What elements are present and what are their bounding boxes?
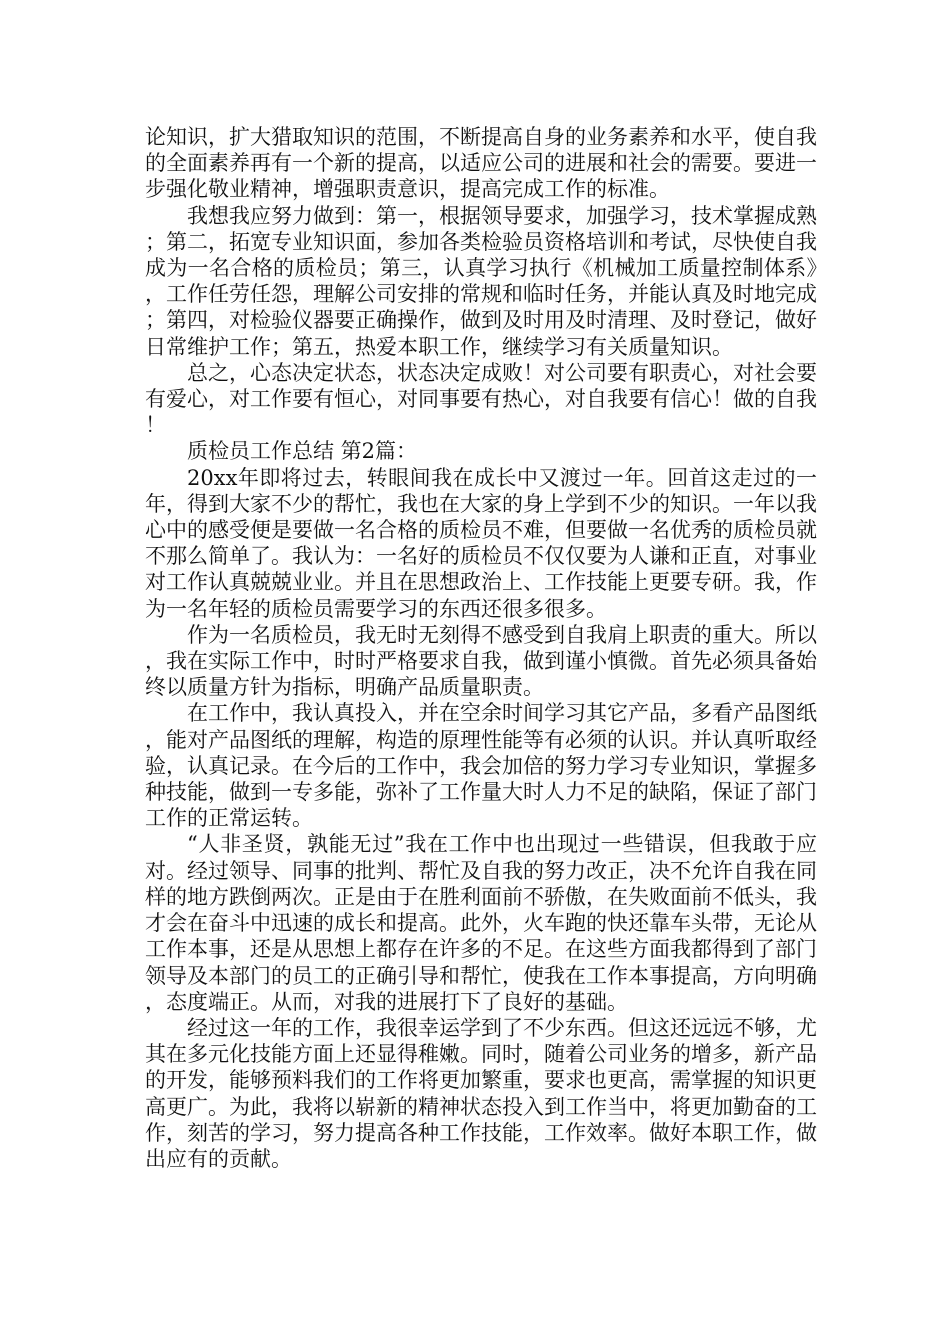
paragraph: 20xx年即将过去，转眼间我在成长中又渡过一年。回首这走过的一年，得到大家不少的帮忙，我也在大家的身上学到不少的知识。一年以我心中的感受便是要做一名合格的质检员不难，但要做一名优秀的质检员就不那么简单了。我认为：一名好的质检员不仅仅要为人谦和正直，对事业对工作认真兢兢业业。并且在思想政治上、工作技能上更要专研。我，作为一名年轻的质检员需要学习的东西还很多很多。 (145, 465, 817, 621)
section-heading: 质检员工作总结 第2篇： (187, 439, 418, 464)
paragraph: “人非圣贤，孰能无过”我在工作中也出现过一些错误，但我敢于应对。经过领导、同事的批判、帮忙及自我的努力改正，决不允许自我在同样的地方跌倒两次。正是由于在胜利面前不骄傲，在失败面前不低头，我才会在奋斗中迅速的成长和提高。此外，火车跑的快还靠车头带，无论从工作本事，还是从思想上都存在许多的不足。在这些方面我都得到了部门领导及本部门的员工的正确引导和帮忙，使我在工作本事提高，方向明确，态度端正。从而，对我的进展打下了良好的基础。 (145, 832, 817, 1014)
paragraph: 经过这一年的工作，我很幸运学到了不少东西。但这还远远不够，尤其在多元化技能方面上还显得稚嫩。同时，随着公司业务的增多，新产品的开发，能够预料我们的工作将更加繁重，要求也更高，需掌握的知识更高更广。为此，我将以崭新的精神状态投入到工作当中，将更加勤奋的工作，刻苦的学习，努力提高各种工作技能，工作效率。做好本职工作，做出应有的贡献。 (145, 1015, 817, 1171)
paragraph: 我想我应努力做到：第一，根据领导要求，加强学习，技术掌握成熟；第二，拓宽专业知识面，参加各类检验员资格培训和考试，尽快使自我成为一名合格的质检员；第三，认真学习执行《机械加工质量控制体系》，工作任劳任怨，理解公司安排的常规和临时任务，并能认真及时地完成；第四，对检验仪器要正确操作，做到及时用及时清理、及时登记，做好日常维护工作；第五，热爱本职工作，继续学习有关质量知识。 (145, 203, 817, 359)
document-body (145, 124, 817, 1172)
paragraph: 在工作中，我认真投入，并在空余时间学习其它产品，多看产品图纸，能对产品图纸的理解，构造的原理性能等有必须的认识。并认真听取经验，认真记录。在今后的工作中，我会加倍的努力学习专业知识，掌握多种技能，做到一专多能，弥补了工作量大时人力不足的缺陷，保证了部门工作的正常运转。 (145, 701, 817, 831)
paragraph: 总之，心态决定状态，状态决定成败！对公司要有职责心，对社会要有爱心，对工作要有恒心，对同事要有热心，对自我要有信心！做的自我！ (145, 360, 817, 438)
paragraph: 作为一名质检员，我无时无刻得不感受到自我肩上职责的重大。所以，我在实际工作中，时时严格要求自我，做到谨小慎微。首先必须具备始终以质量方针为指标，明确产品质量职责。 (145, 622, 817, 700)
paragraph: 论知识，扩大猎取知识的范围，不断提高自身的业务素养和水平，使自我的全面素养再有一个新的提高，以适应公司的进展和社会的需要。要进一步强化敬业精神，增强职责意识，提高完成工作的标准。 (145, 125, 817, 202)
